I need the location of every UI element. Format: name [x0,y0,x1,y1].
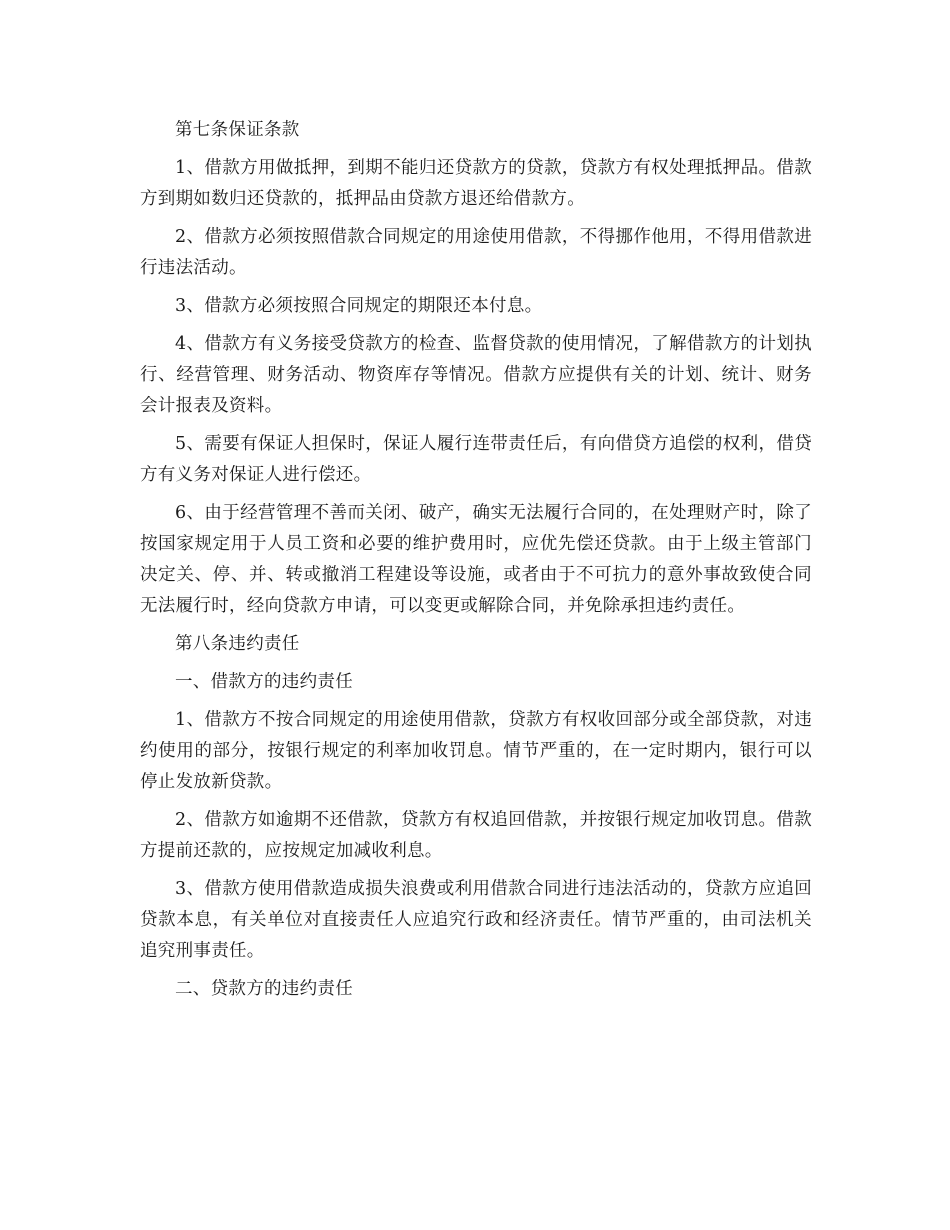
article-7-clause-5: 5、需要有保证人担保时，保证人履行连带责任后，有向借贷方追偿的权利，借贷方有义务对保证人进行偿还。 [140,434,812,485]
article-7-clause-4: 4、借款方有义务接受贷款方的检查、监督贷款的使用情况，了解借款方的计划执行、经营管理、财务活动、物资库存等情况。借款方应提供有关的计划、统计、财务会计报表及资料。 [140,334,812,416]
article-7-clause-2: 2、借款方必须按照借款合同规定的用途使用借款，不得挪作他用，不得用借款进行违法活动。 [140,227,812,278]
borrower-liability-clause-3: 3、借款方使用借款造成损失浪费或利用借款合同进行违法活动的，贷款方应追回贷款本息，有关单位对直接责任人应追究行政和经济责任。情节严重的，由司法机关追究刑事责任。 [140,879,812,961]
article-7-clause-1: 1、借款方用做抵押，到期不能归还贷款方的贷款，贷款方有权处理抵押品。借款方到期如数归还贷款的，抵押品由贷款方退还给借款方。 [140,158,812,209]
article-7-clause-3: 3、借款方必须按照合同规定的期限还本付息。 [175,296,543,316]
borrower-liability-clause-1: 1、借款方不按合同规定的用途使用借款，贷款方有权收回部分或全部贷款，对违约使用的部分，按银行规定的利率加收罚息。情节严重的，在一定时期内，银行可以停止发放新贷款。 [140,710,812,792]
article-7-heading: 第七条保证条款 [175,120,300,140]
article-7-clause-6: 6、由于经营管理不善而关闭、破产，确实无法履行合同的，在处理财产时，除了按国家规定用于人员工资和必要的维护费用时，应优先偿还贷款。由于上级主管部门决定关、停、并、转或撤消工程建设等设施，或者由于不可抗力的意外事故致使合同无法履行时，经向贷款方申请，可以变更或解除合同，并免除承担违约责任。 [140,503,812,616]
borrower-liability-clause-2: 2、借款方如逾期不还借款，贷款方有权追回借款，并按银行规定加收罚息。借款方提前还款的，应按规定加减收利息。 [140,810,812,861]
borrower-liability-subheading: 一、借款方的违约责任 [175,672,353,692]
article-8-heading: 第八条违约责任 [175,634,300,654]
lender-liability-subheading: 二、贷款方的违约责任 [175,979,353,999]
document-body [140,115,812,1012]
